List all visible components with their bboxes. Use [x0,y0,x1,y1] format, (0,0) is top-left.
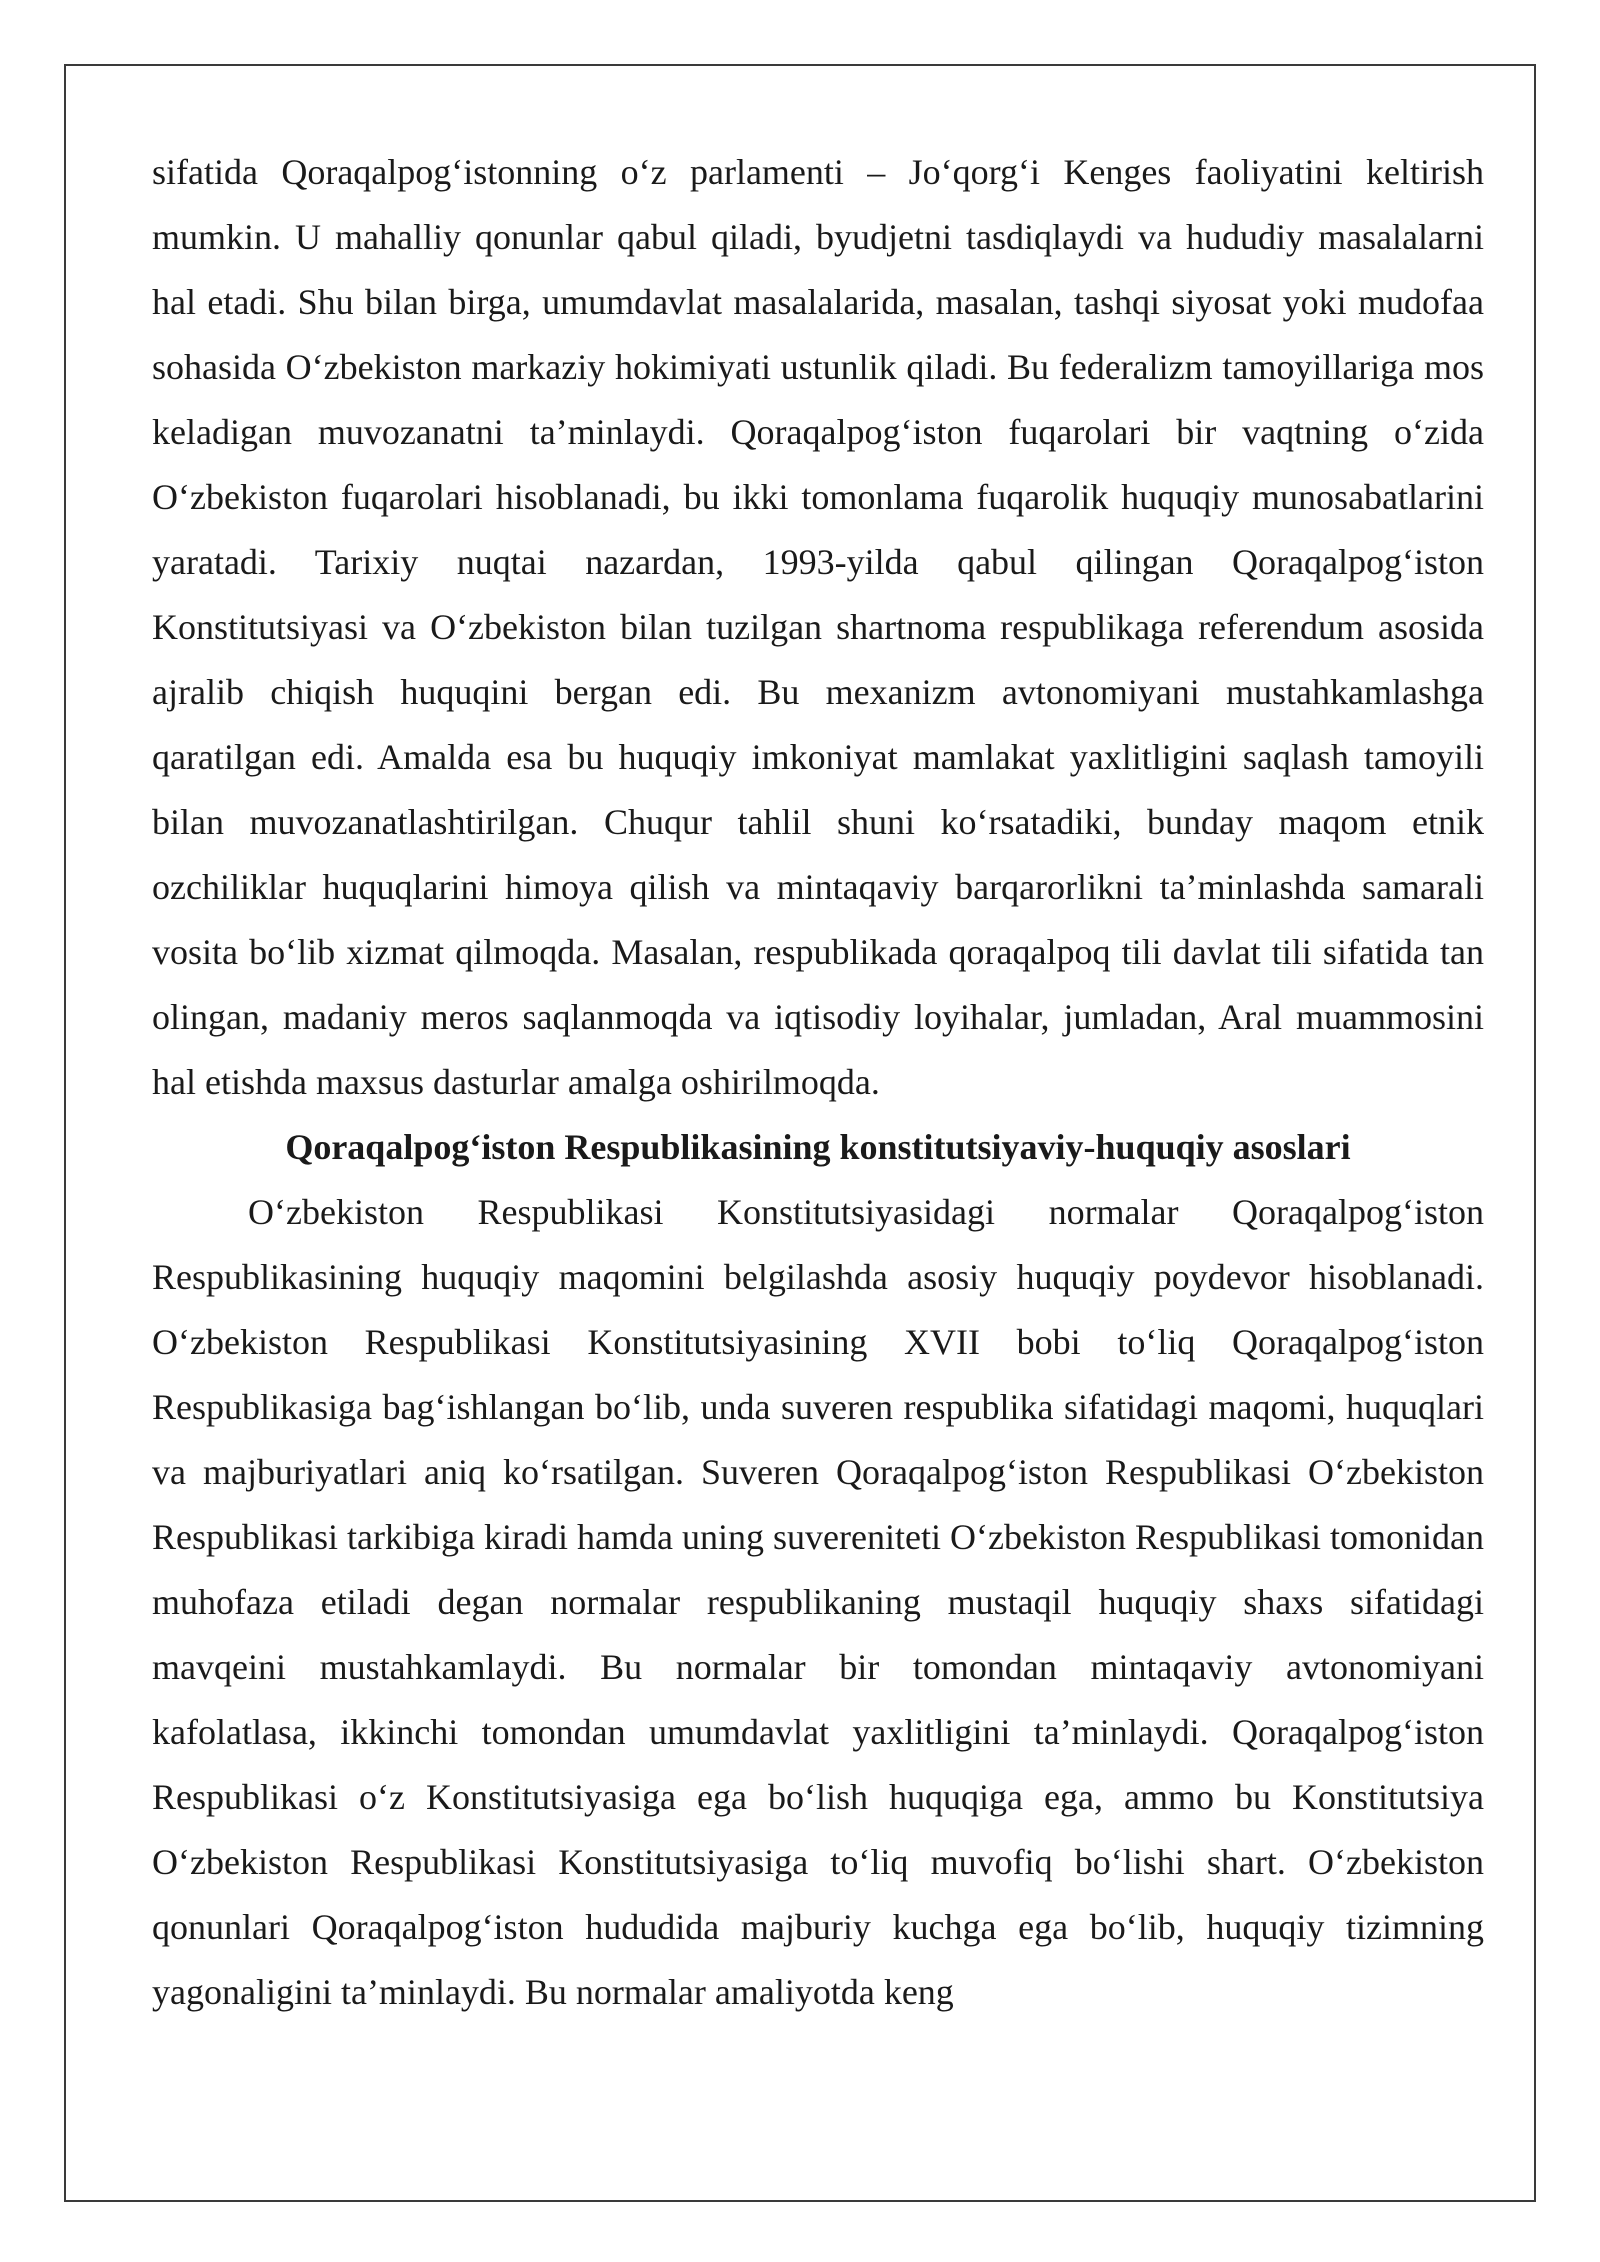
paragraph-section: Oʻzbekiston Respublikasi Konstitutsiyasidagi normalar Qoraqalpogʻiston Respublikasining huquqiy maqomini belgilashda asosiy huquqiy poydevor hisoblanadi. Oʻzbekiston Respublikasi Konstitutsiyasining XVII bobi toʻliq Qoraqalpogʻiston Respublikasiga bagʻishlangan boʻlib, unda suveren respublika sifatidagi maqomi, huquqlari va majburiyatlari aniq koʻrsatilgan. Suveren Qoraqalpogʻiston Respublikasi Oʻzbekiston Respublikasi tarkibiga kiradi hamda uning suvereniteti Oʻzbekiston Respublikasi tomonidan muhofaza etiladi degan normalar respublikaning mustaqil huquqiy shaxs sifatidagi mavqeini mustahkamlaydi. Bu normalar bir tomondan mintaqaviy avtonomiyani kafolatlasa, ikkinchi tomondan umumdavlat yaxlitligini ta’minlaydi. Qoraqalpogʻiston Respublikasi oʻz Konstitutsiyasiga ega boʻlish huquqiga ega, ammo bu Konstitutsiya Oʻzbekiston Respublikasi Konstitutsiyasiga toʻliq muvofiq boʻlishi shart. Oʻzbekiston qonunlari Qoraqalpogʻiston hududida majburiy kuchga ega boʻlib, huquqiy tizimning yagonaligini ta’minlaydi. Bu normalar amaliyotda keng [152,1192,1484,2012]
document-body [152,140,1484,2025]
section-heading: Qoraqalpogʻiston Respublikasining konstitutsiyaviy-huquqiy asoslari [285,1127,1351,1167]
paragraph-continued: sifatida Qoraqalpogʻistonning oʻz parlamenti – Joʻqorgʻi Kenges faoliyatini keltirish mumkin. U mahalliy qonunlar qabul qiladi, byudjetni tasdiqlaydi va hududiy masalalarni hal etadi. Shu bilan birga, umumdavlat masalalarida, masalan, tashqi siyosat yoki mudofaa sohasida Oʻzbekiston markaziy hokimiyati ustunlik qiladi. Bu federalizm tamoyillariga mos keladigan muvozanatni ta’minlaydi. Qoraqalpogʻiston fuqarolari bir vaqtning oʻzida Oʻzbekiston fuqarolari hisoblanadi, bu ikki tomonlama fuqarolik huquqiy munosabatlarini yaratadi. Tarixiy nuqtai nazardan, 1993-yilda qabul qilingan Qoraqalpogʻiston Konstitutsiyasi va Oʻzbekiston bilan tuzilgan shartnoma respublikaga referendum asosida ajralib chiqish huquqini bergan edi. Bu mexanizm avtonomiyani mustahkamlashga qaratilgan edi. Amalda esa bu huquqiy imkoniyat mamlakat yaxlitligini saqlash tamoyili bilan muvozanatlashtirilgan. Chuqur tahlil shuni koʻrsatadiki, bunday maqom etnik ozchiliklar huquqlarini himoya qilish va mintaqaviy barqarorlikni ta’minlashda samarali vosita boʻlib xizmat qilmoqda. Masalan, respublikada qoraqalpoq tili davlat tili sifatida tan olingan, madaniy meros saqlanmoqda va iqtisodiy loyihalar, jumladan, Aral muammosini hal etishda maxsus dasturlar amalga oshirilmoqda. [152,152,1484,1102]
